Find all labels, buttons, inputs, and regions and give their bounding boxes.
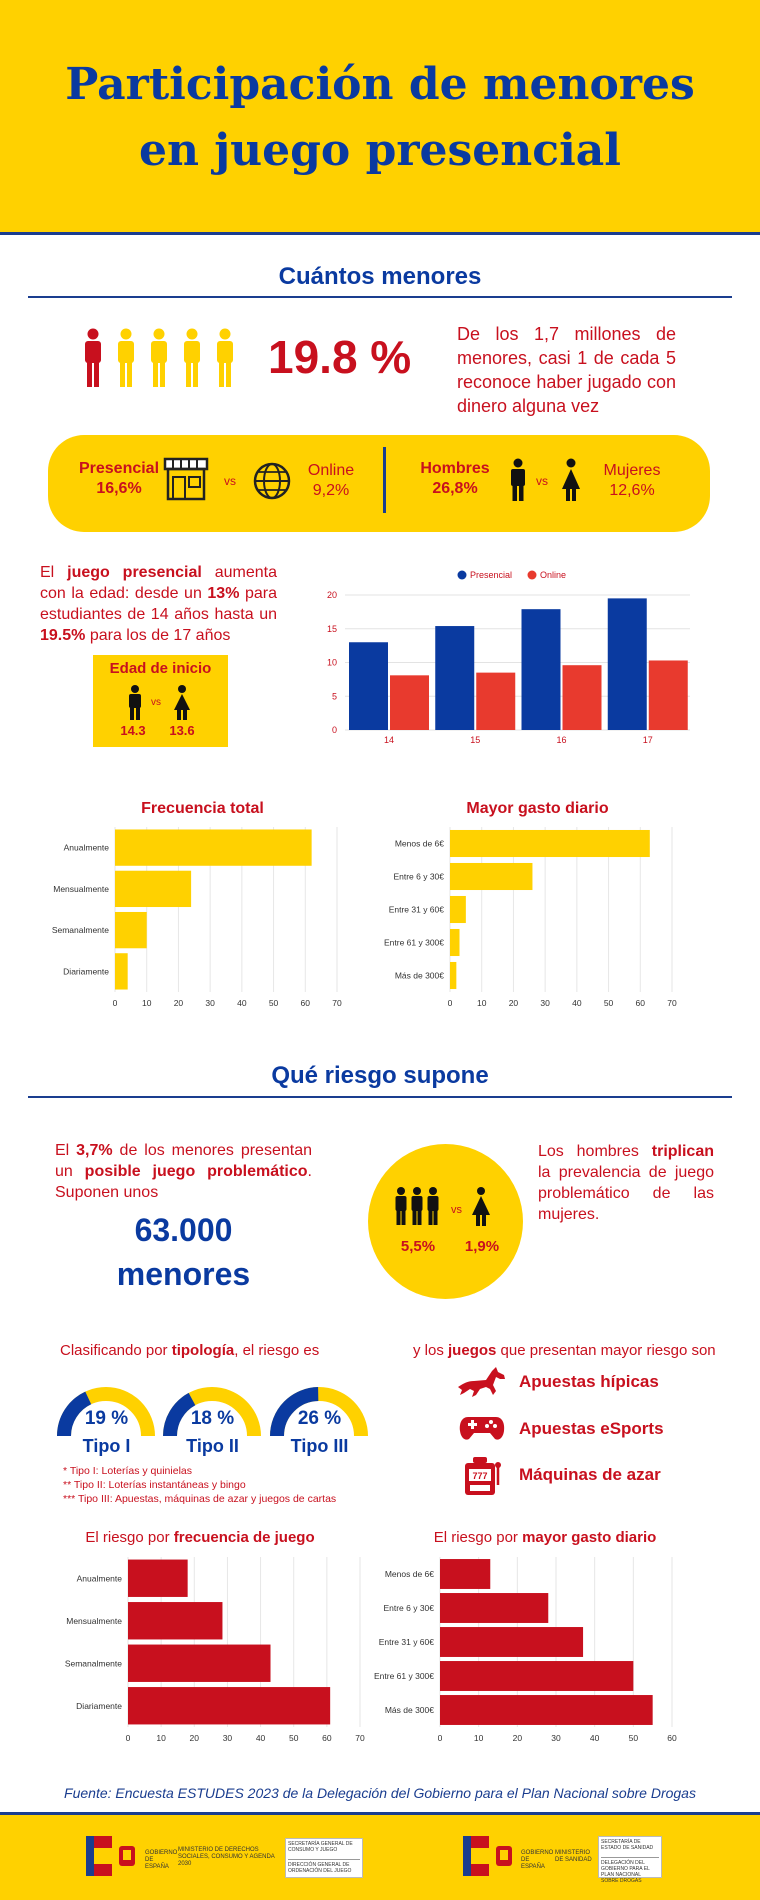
person-icon-yellow: [217, 329, 233, 388]
hombres-stat: Hombres 26,8%: [420, 460, 490, 497]
category-label: Más de 300€: [394, 970, 444, 981]
x-tick-label: 70: [332, 998, 342, 1007]
online-stat: Online 9,2%: [307, 462, 355, 499]
category-label: Semanalmente: [51, 925, 109, 936]
category-label: Entre 31 y 60€: [378, 1637, 434, 1647]
bar-online-17: [649, 660, 688, 730]
x-tick-label: 40: [255, 1733, 266, 1743]
bar-1: [115, 871, 191, 907]
chart-frecuencia-total: [40, 822, 360, 1007]
chart-riesgo-gasto: [360, 1552, 690, 1747]
category-label: Menos de 6€: [384, 1569, 434, 1579]
x-tick-label: 60: [667, 1733, 677, 1743]
problematic-text: El 3,7% de los menores presentan un posible juego problemático. Suponen unos: [55, 1142, 312, 1201]
category-label: Entre 31 y 60€: [388, 904, 444, 915]
x-tick-label: 70: [667, 998, 677, 1007]
legend-label: Online: [540, 570, 567, 580]
category-label: Mensualmente: [66, 1615, 122, 1626]
x-tick-label: 15: [470, 735, 481, 745]
mujeres-problem: 1,9%: [464, 1238, 500, 1255]
x-tick-label: 10: [141, 998, 152, 1007]
gauge-label-1: Tipo I: [82, 1436, 131, 1456]
presencial-stat: Presencial 16,6%: [78, 460, 160, 497]
man-icon: [509, 458, 527, 502]
shop-icon: [162, 457, 210, 501]
x-tick-label: 16: [556, 735, 567, 745]
legend-marker: [528, 571, 537, 580]
x-tick-label: 10: [473, 1733, 484, 1743]
section-title-cuantos: Cuántos menores: [278, 263, 482, 290]
woman-icon: [560, 458, 582, 502]
x-tick-label: 0: [112, 998, 118, 1007]
coat-of-arms-icon: [113, 1840, 141, 1872]
gauge-label-2: Tipo II: [186, 1436, 239, 1456]
x-tick-label: 20: [173, 998, 184, 1007]
tipologia-text: Clasificando por tipología, el riesgo es: [60, 1342, 320, 1359]
chart-title-gasto: Mayor gasto diario: [466, 800, 609, 817]
bar-1: [440, 1593, 548, 1623]
bar-3: [440, 1661, 633, 1691]
man-icon: [127, 685, 143, 721]
pill-divider: [383, 447, 386, 513]
source-note: Fuente: Encuesta ESTUDES 2023 de la Delegación del Gobierno para el Plan Nacional sobre Drogas: [64, 1785, 696, 1801]
section-divider: [28, 1096, 732, 1098]
ministry2-label: MINISTERIO DE SANIDAD: [555, 1850, 592, 1863]
triplican-text: Los hombres triplican la prevalencia de juego problemático de las mujeres.: [538, 1143, 714, 1223]
ministry2-box: SECRETARÍA DE ESTADO DE SANIDAD DELEGACIÓN DEL GOBIERNO PARA EL PLAN NACIONAL SOBRE DROGAS: [598, 1836, 662, 1878]
ministry1-label: MINISTERIO DE DERECHOS SOCIALES, CONSUMO Y AGENDA 2030: [178, 1847, 275, 1867]
category-label: Entre 6 y 30€: [393, 871, 444, 882]
bar-online-15: [476, 673, 515, 730]
chart-title-riesgo-gasto: El riesgo por mayor gasto diario: [433, 1529, 657, 1546]
gobierno-label: GOBIERNO DE ESPAÑA: [145, 1850, 178, 1870]
ministry1-box: SECRETARÍA GENERAL DE CONSUMO Y JUEGO DIRECCIÓN GENERAL DE ORDENACIÓN DEL JUEGO: [285, 1838, 363, 1878]
y-tick-label: 20: [326, 590, 337, 600]
x-tick-label: 0: [125, 1733, 131, 1743]
category-label: Mensualmente: [53, 883, 109, 894]
category-label: Entre 61 y 300€: [383, 937, 444, 948]
gauge-percent-2: 18 %: [190, 1408, 235, 1429]
category-label: Diariamente: [63, 966, 109, 977]
horse-icon: [456, 1365, 508, 1399]
chart-title-riesgo-frecuencia: El riesgo por frecuencia de juego: [85, 1529, 315, 1546]
bar-presencial-17: [608, 598, 647, 730]
vs-label: vs: [224, 474, 236, 488]
spain-flag-icon: [463, 1836, 489, 1876]
category-label: Anualmente: [76, 1573, 122, 1584]
x-tick-label: 20: [508, 998, 519, 1007]
gauge-percent-3: 26 %: [297, 1408, 342, 1429]
legend-marker: [458, 571, 467, 580]
category-label: Entre 61 y 300€: [373, 1671, 434, 1681]
bar-0: [440, 1559, 490, 1589]
bar-2: [115, 912, 147, 948]
bar-4: [450, 962, 456, 989]
person-icon-red: [85, 329, 101, 388]
x-tick-label: 20: [512, 1733, 523, 1743]
x-tick-label: 10: [156, 1733, 166, 1743]
category-label: Entre 6 y 30€: [383, 1603, 434, 1613]
y-tick-label: 5: [331, 691, 337, 702]
bar-online-14: [390, 675, 429, 730]
bar-presencial-14: [349, 642, 388, 730]
vs-label: vs: [451, 1204, 462, 1216]
vs-label: vs: [151, 697, 161, 708]
gender-circle: [368, 1144, 523, 1299]
x-tick-label: 40: [572, 998, 582, 1007]
gamepad-icon: [459, 1413, 505, 1443]
section-divider: [28, 296, 732, 298]
x-tick-label: 10: [476, 998, 487, 1007]
page-title: Participación de menores en juego presencial: [65, 59, 695, 176]
vs-label: vs: [536, 474, 548, 488]
age-growth-text: El juego presencial aumenta con la edad: desde un 13% para estudiantes de 14 años hasta un 19.5% para los de 17 años: [40, 564, 278, 644]
chart-title-frecuencia: Frecuencia total: [141, 800, 264, 817]
bar-0: [115, 829, 312, 865]
person-icon-yellow: [151, 329, 167, 388]
bar-online-16: [563, 665, 602, 730]
category-label: Anualmente: [63, 842, 109, 853]
y-tick-label: 10: [326, 657, 337, 668]
bar-4: [440, 1695, 653, 1725]
x-tick-label: 40: [237, 998, 247, 1007]
x-tick-label: 50: [628, 1733, 639, 1743]
gobierno-label: GOBIERNO DE ESPAÑA: [521, 1850, 554, 1870]
x-tick-label: 30: [540, 998, 550, 1007]
people-icons: [78, 328, 238, 390]
bar-1: [450, 863, 532, 890]
category-label: Diariamente: [76, 1700, 122, 1711]
x-tick-label: 14: [383, 735, 395, 745]
edad-mujer: 13.6: [169, 723, 195, 738]
category-label: Menos de 6€: [394, 838, 444, 849]
bar-3: [128, 1687, 330, 1724]
gauge-label-3: Tipo III: [290, 1436, 349, 1456]
x-tick-label: 20: [189, 1733, 200, 1743]
edad-hombre: 14.3: [120, 723, 146, 738]
woman-icon: [172, 685, 192, 721]
coat-of-arms-icon: [490, 1840, 518, 1872]
x-tick-label: 0: [437, 1733, 443, 1743]
section-title-riesgo: Qué riesgo supone: [271, 1062, 489, 1089]
tipologia-notes: * Tipo I: Loterías y quinielas ** Tipo II: Loterías instantáneas y bingo *** Tipo III: Apuestas, máquinas de azar y juegos de cartas: [63, 1465, 337, 1505]
chart-mayor-gasto: [360, 822, 680, 1007]
bar-3: [450, 929, 460, 956]
three-men-icon: [394, 1187, 444, 1227]
big-number: 63.000 menores: [116, 1212, 251, 1292]
x-tick-label: 60: [322, 1733, 332, 1743]
spain-flag-icon: [86, 1836, 112, 1876]
bar-presencial-16: [522, 609, 561, 730]
slot-machine-icon: [461, 1455, 503, 1497]
big-percent: 19.8 %: [268, 331, 412, 383]
x-tick-label: 40: [589, 1733, 600, 1743]
bar-1: [128, 1602, 222, 1639]
game-label-1: Apuestas hípicas: [519, 1372, 659, 1391]
juegos-text: y los juegos que presentan mayor riesgo son: [413, 1342, 716, 1359]
bar-2: [450, 896, 466, 923]
bar-3: [115, 953, 128, 989]
gauge-percent-1: 19 %: [84, 1408, 129, 1429]
y-tick-label: 0: [331, 725, 337, 735]
x-tick-label: 50: [268, 998, 279, 1007]
x-tick-label: 60: [635, 998, 646, 1007]
edad-inicio-title: Edad de inicio: [109, 660, 212, 677]
globe-icon: [252, 461, 292, 501]
x-tick-label: 30: [222, 1733, 233, 1743]
hombres-problem: 5,5%: [400, 1238, 436, 1255]
intro-description: De los 1,7 millones de menores, casi 1 de cada 5 reconoce haber jugado con dinero alguna vez: [457, 324, 676, 416]
category-label: Más de 300€: [384, 1705, 434, 1715]
bar-presencial-15: [435, 626, 474, 730]
bar-2: [128, 1645, 271, 1682]
bar-0: [450, 830, 650, 857]
person-icon-yellow: [184, 329, 200, 388]
x-tick-label: 30: [205, 998, 215, 1007]
chart-riesgo-frecuencia: [40, 1552, 370, 1747]
mujeres-stat: Mujeres 12,6%: [603, 462, 661, 499]
x-tick-label: 60: [300, 998, 311, 1007]
game-label-2: Apuestas eSports: [519, 1419, 664, 1438]
woman-icon: [470, 1187, 492, 1227]
x-tick-label: 17: [642, 735, 653, 745]
svg-text:777: 777: [472, 1471, 488, 1481]
person-icon-yellow: [118, 329, 134, 388]
x-tick-label: 50: [603, 998, 614, 1007]
bar-0: [128, 1560, 188, 1597]
x-tick-label: 30: [551, 1733, 561, 1743]
game-label-3: Máquinas de azar: [519, 1465, 661, 1484]
x-tick-label: 0: [447, 998, 453, 1007]
chart-presencial-online: [320, 560, 700, 755]
x-tick-label: 50: [288, 1733, 299, 1743]
legend-label: Presencial: [470, 570, 513, 580]
x-tick-label: 70: [355, 1733, 365, 1743]
category-label: Semanalmente: [64, 1658, 122, 1669]
bar-2: [440, 1627, 583, 1657]
y-tick-label: 15: [326, 623, 337, 634]
